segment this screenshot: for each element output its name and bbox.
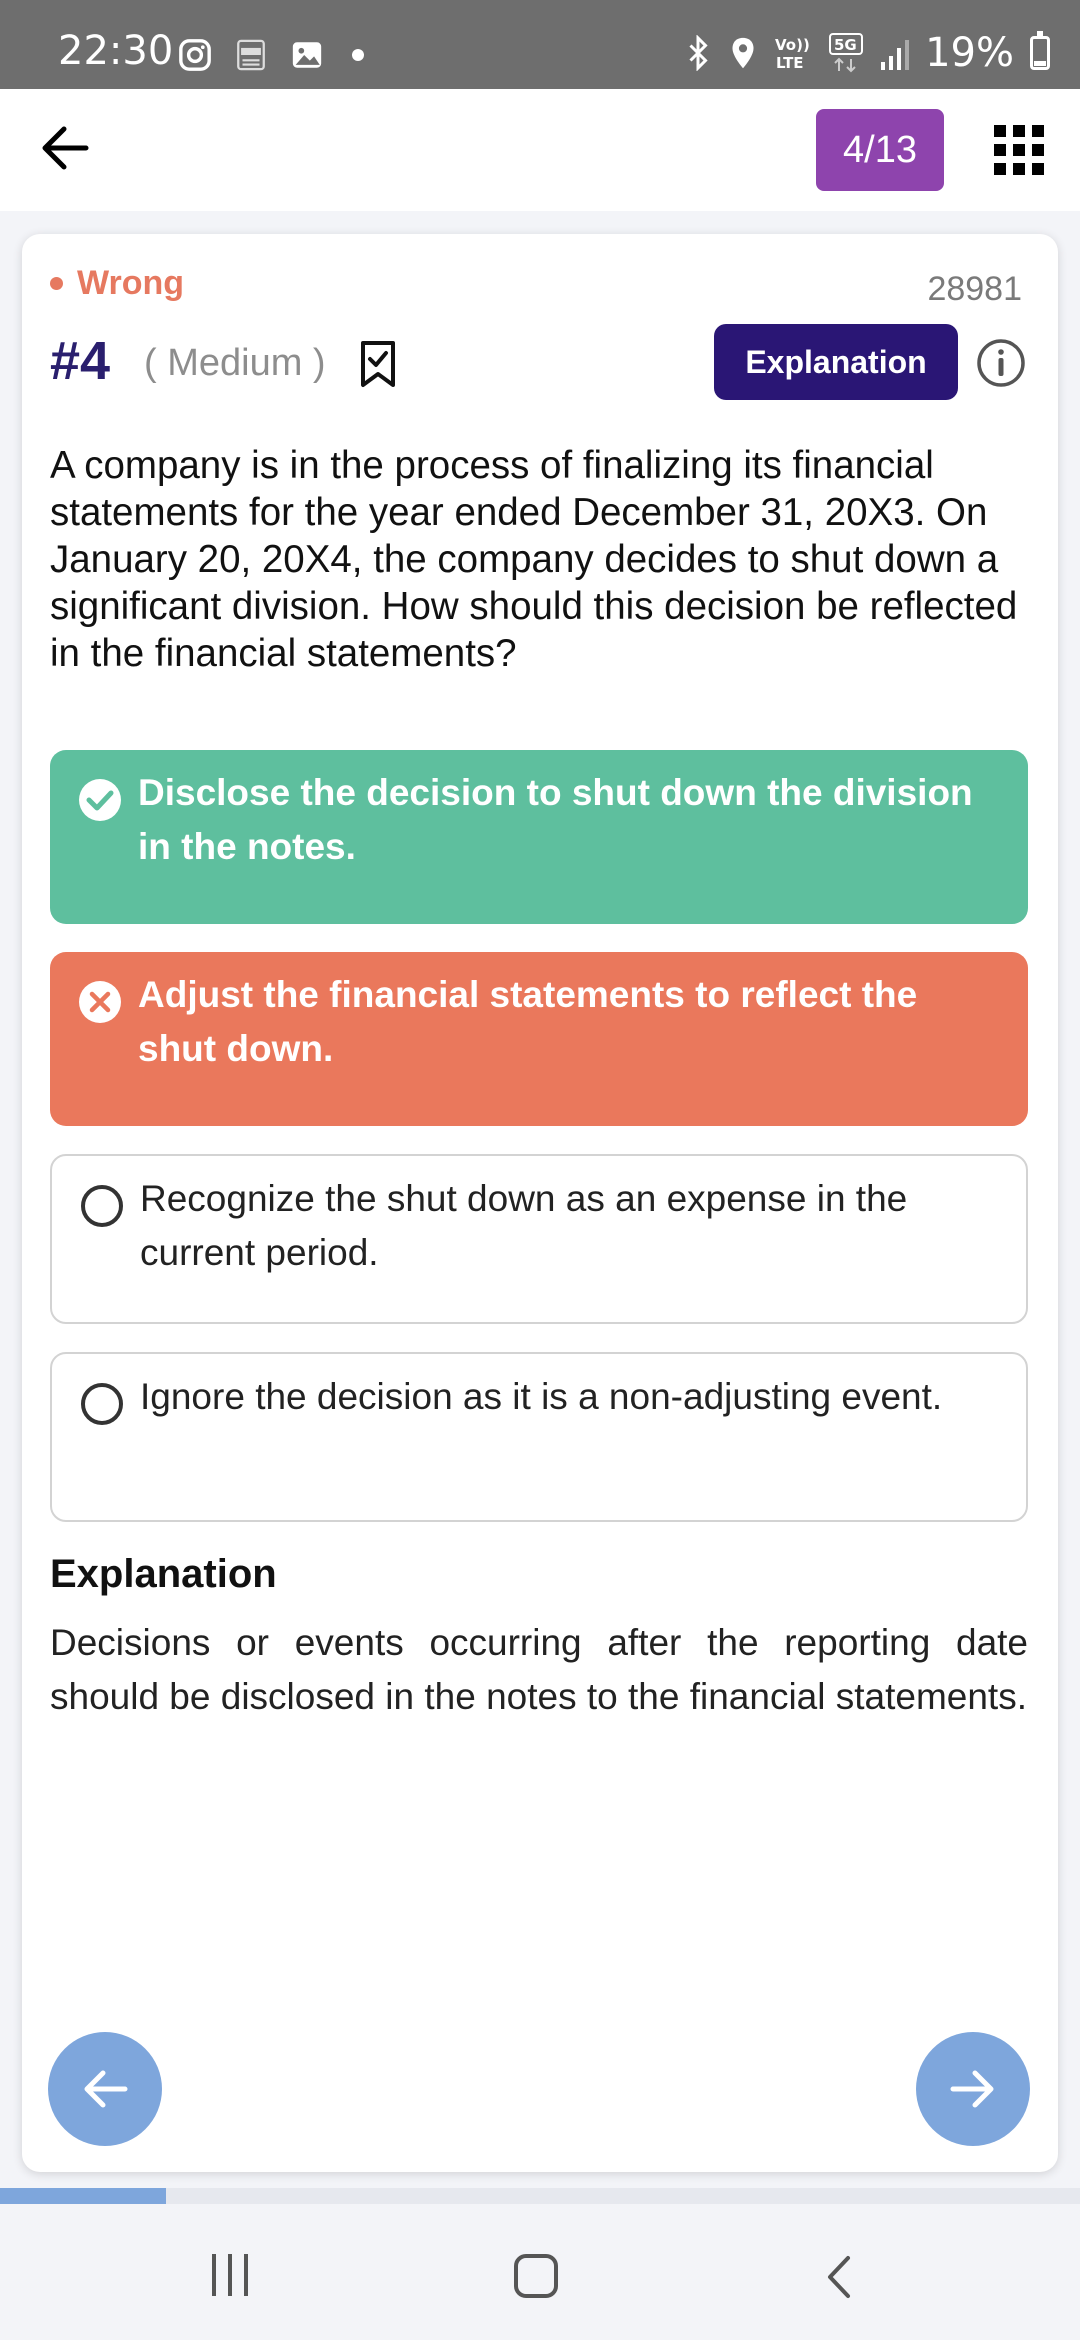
status-bar — [0, 0, 1080, 89]
5g-icon — [829, 33, 863, 73]
arrow-left-icon — [40, 125, 90, 171]
gallery-icon — [290, 38, 324, 72]
info-icon[interactable] — [976, 338, 1026, 388]
app-bar — [0, 89, 1080, 211]
option-text: Recognize the shut down as an expense in the current period. — [140, 1178, 908, 1273]
notification-dot — [352, 49, 364, 61]
bookmark-check-icon[interactable] — [358, 340, 398, 388]
svg-text:Vo)): Vo)) — [775, 36, 810, 54]
arrow-right-icon — [947, 2065, 999, 2113]
battery-icon — [1030, 36, 1050, 70]
question-id: 28981 — [927, 270, 1022, 308]
system-back-icon[interactable] — [820, 2252, 860, 2302]
arrow-left-icon — [79, 2065, 131, 2113]
option-text: Disclose the decision to shut down the division in the notes. — [138, 772, 973, 867]
question-text: A company is in the process of finalizing its financial statements for the year ended December 31, 20X3. On January 20, 20X4, the company decides to shut down a significant division. How should this decision be reflected in the financial statements? — [50, 444, 1018, 675]
signal-icon — [879, 36, 909, 70]
answer-status — [50, 264, 184, 303]
instagram-icon — [178, 38, 212, 72]
option-text: Adjust the financial statements to reflect the shut down. — [138, 974, 918, 1069]
explanation-button[interactable]: Explanation — [714, 324, 958, 400]
check-circle-icon — [78, 778, 122, 822]
previous-question-button[interactable] — [48, 2032, 162, 2146]
volte-icon — [773, 33, 813, 73]
pdf-icon — [234, 38, 268, 72]
svg-text:5G: 5G — [834, 36, 857, 54]
question-number: #4 — [50, 331, 111, 391]
home-button[interactable] — [514, 2254, 558, 2298]
status-dot — [50, 277, 63, 290]
location-icon — [729, 35, 757, 71]
next-question-button[interactable] — [916, 2032, 1030, 2146]
system-nav-bar — [0, 2204, 1080, 2340]
grid-menu-icon[interactable] — [994, 125, 1044, 175]
answer-option-correct[interactable] — [50, 750, 1028, 924]
back-button[interactable] — [30, 113, 100, 183]
status-time: 22:30 — [58, 28, 174, 74]
recent-apps-button[interactable] — [212, 2254, 248, 2296]
svg-text:LTE: LTE — [776, 54, 804, 72]
x-circle-icon — [78, 980, 122, 1024]
question-card — [22, 234, 1058, 2172]
progress-fill — [0, 2188, 166, 2204]
battery-percent: 19% — [925, 30, 1014, 76]
answer-option[interactable] — [50, 1352, 1028, 1522]
quiz-progress-bar — [0, 2188, 1080, 2204]
explanation-title: Explanation — [50, 1552, 277, 1596]
bluetooth-icon — [683, 35, 713, 71]
difficulty-label: ( Medium ) — [144, 342, 326, 384]
answer-option[interactable] — [50, 1154, 1028, 1324]
option-text: Ignore the decision as it is a non-adjusting event. — [140, 1376, 943, 1417]
question-counter[interactable]: 4/13 — [816, 109, 944, 191]
radio-unchecked-icon — [80, 1382, 124, 1426]
explanation-text: Decisions or events occurring after the reporting date should be disclosed in the notes to the financial statements. — [50, 1622, 1028, 1717]
status-label: Wrong — [77, 264, 185, 302]
radio-unchecked-icon — [80, 1184, 124, 1228]
answer-option-wrong[interactable] — [50, 952, 1028, 1126]
